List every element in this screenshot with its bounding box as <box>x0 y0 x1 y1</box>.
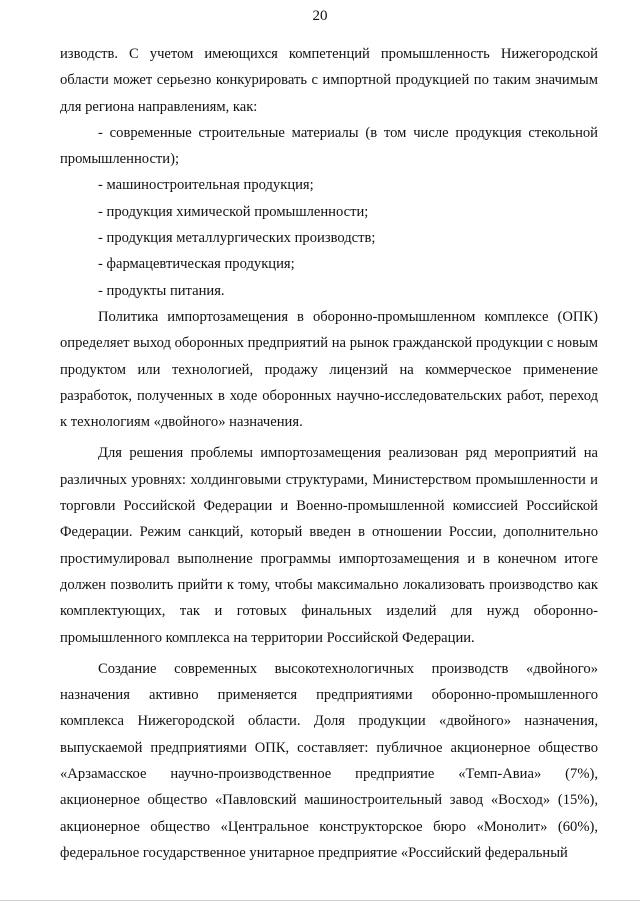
list-item: - продукты питания. <box>98 282 225 299</box>
paragraph: Политика импортозамещения в оборонно-промышленном комплексе (ОПК) определяет выход оборонных предприятий на рынок гражданской продукции с новым продуктом или технологией, продажу лицензий на коммерческое применение разработок, полученных в ходе оборонных научно-исследовательских работ, переход к технологиям «двойного» назначения. <box>60 308 598 431</box>
paragraph-continuation: изводств. С учетом имеющихся компетенций промышленность Нижегородской области может серьезно конкурировать с импортной продукцией по таким значимым для региона направлениям, как: <box>60 46 598 115</box>
list-item: - фармацевтическая продукция; <box>98 256 295 273</box>
body-text <box>60 41 598 866</box>
paragraph: Для решения проблемы импортозамещения реализован ряд мероприятий на различных уровнях: холдинговыми структурами, Министерством промышленности и торговли Российской Федерации и Военно-промышленной комиссией Российской Федерации. Режим санкций, который введен в отношении России, дополнительно простимулировал выполнение программы импортозамещения и в конечном итоге должен позволить прийти к тому, чтобы максимально локализовать производство как комплектующих, так и готовых финальных изделий для нужд оборонно-промышленного комплекса на территории Российской Федерации. <box>60 445 598 646</box>
list-item: - современные строительные материалы (в том числе продукция стекольной промышленности); <box>60 124 598 168</box>
page-number: 20 <box>312 8 328 24</box>
list-item: - машиностроительная продукция; <box>98 177 314 194</box>
scan-edge-line <box>0 900 640 901</box>
paragraph: Создание современных высокотехнологичных производств «двойного» назначения активно применяется предприятиями оборонно-промышленного комплекса Нижегородской области. Доля продукции «двойного» назначения, выпускаемой предприятиями ОПК, составляет: публичное акционерное общество «Арзамасское научно-производственное предприятие «Темп-Авиа» (7%), акционерное общество «Павловский машиностроительный завод «Восход» (15%), акционерное общество «Центральное конструкторское бюро «Монолит» (60%), федеральное государственное унитарное предприятие «Российский федеральный <box>60 660 598 861</box>
list-item: - продукция химической промышленности; <box>98 203 369 220</box>
list-item: - продукция металлургических производств; <box>98 230 376 247</box>
